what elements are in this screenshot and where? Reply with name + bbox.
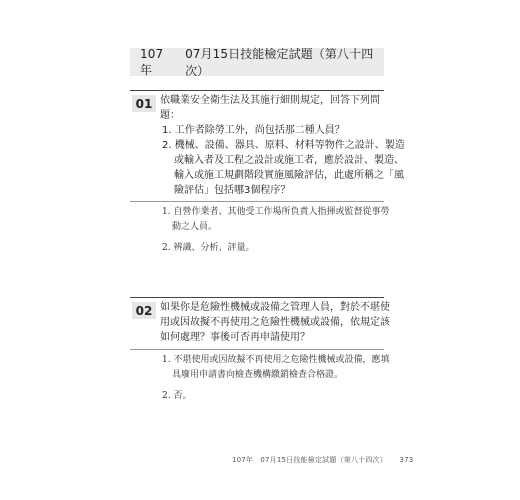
answer-2-line-cont: 具廢用申請書向檢查機構繳銷檢查合格證。 [172,370,344,380]
page-title-bar [130,48,384,76]
footer-title: 107年 07月15日技能檢定試題（第八十四次） [232,456,387,464]
answer-1-line: 1. 自營作業者、其他受工作場所負責人指揮或監督從事勞 [162,207,390,217]
question-2-number: 02 [132,302,156,319]
question-2-line: 如果你是危險性機械或設備之管理人員，對於不堪使 [160,302,390,313]
question-2-line: 用或因故擬不再使用之危險性機械或設備，依規定該 [160,317,390,328]
question-1-sub-item-cont: 或輸入者及工程之設計或施工者，應於設計、製造、 [174,155,404,166]
page-footer [232,455,413,465]
page-title: 07月15日技能檢定試題（第八十四次） [185,47,374,78]
question-1-sub-item-cont: 輸入或施工規劃階段實施風險評估，此處所稱之「風 [174,170,404,181]
question-1-line: 題： [160,110,180,121]
answer-2-text [162,353,390,404]
question-1-text [160,93,405,198]
page-number: 373 [399,456,414,464]
question-2-text [160,300,388,345]
question-1-sub-item-cont: 險評估」包括哪3個程序？ [174,185,291,196]
answer-2-divider [130,349,384,350]
question-2-divider [130,297,384,298]
question-2-line: 如何處理？事後可否再申請使用？ [160,332,310,343]
title-year: 107年 [140,46,164,77]
answer-1-line-cont: 動之人員。 [172,222,218,232]
answer-2-line: 2. 否。 [162,391,192,401]
answer-1-divider [130,201,384,202]
answer-2-line: 1. 不堪使用或因故擬不再使用之危險性機械或設備，應填 [162,355,390,365]
question-1-divider [130,90,384,91]
question-1-number: 01 [132,95,156,112]
question-1-sub-item: 1. 工作者除勞工外，尚包括那二種人員？ [162,125,345,136]
answer-1-text [162,205,390,256]
answer-1-line: 2. 辨識、分析、評量。 [162,243,255,253]
question-1-sub-item: 2. 機械、設備、器具、原料、材料等物件之設計、製造 [162,140,405,151]
question-1-line: 依職業安全衛生法及其施行細則規定，回答下列問 [160,95,380,106]
